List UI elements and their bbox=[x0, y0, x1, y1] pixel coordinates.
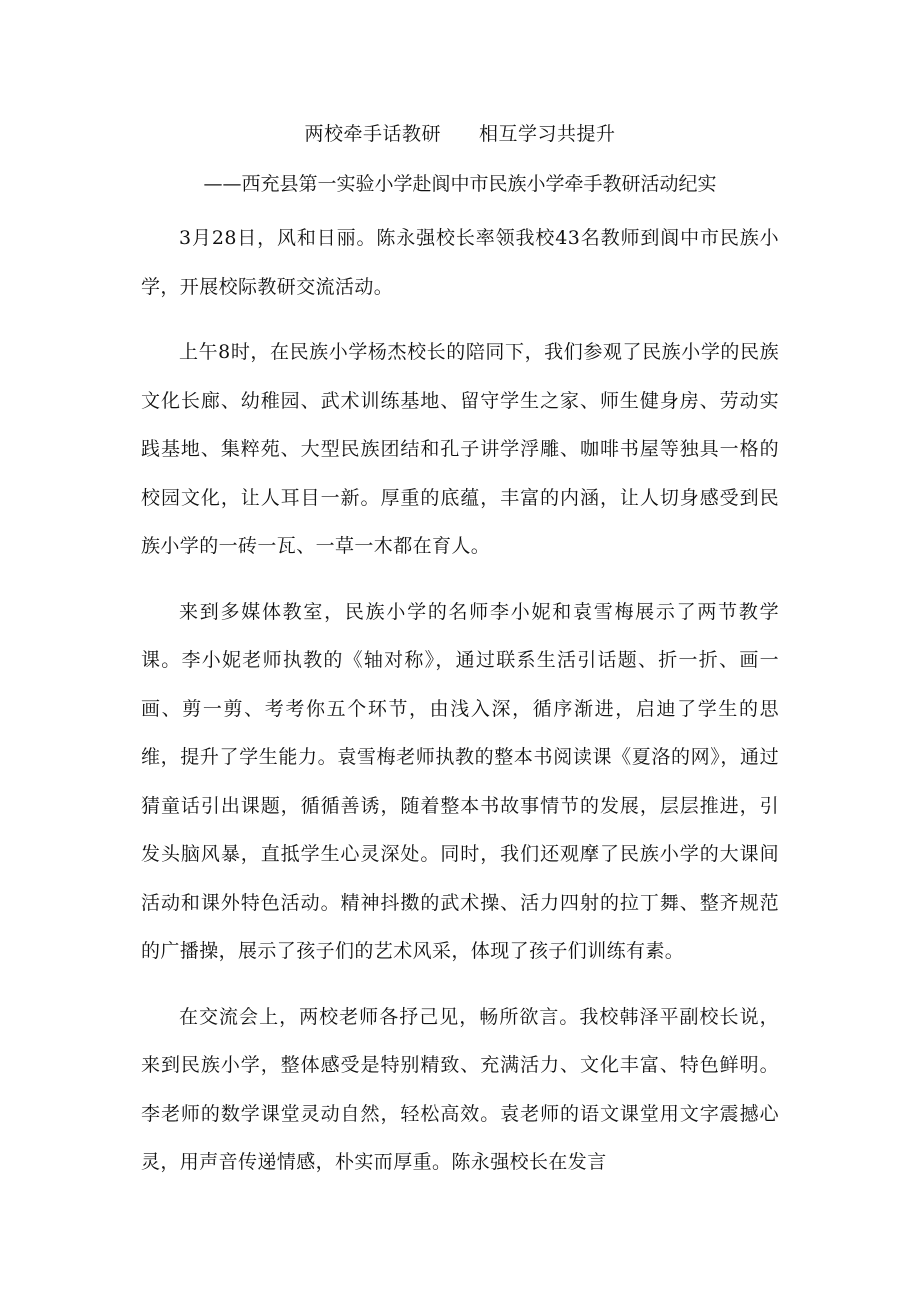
document-title bbox=[0, 120, 920, 148]
title-part-1: 两校牵手话教研 bbox=[304, 123, 441, 145]
document-body bbox=[141, 214, 779, 1204]
paragraph-2: 上午8时，在民族小学杨杰校长的陪同下，我们参观了民族小学的民族文化长廊、幼稚园、武术训练基地、留守学生之家、师生健身房、劳动实践基地、集粹苑、大型民族团结和孔子讲学浮雕、咖啡书屋等独具一格的校园文化，让人耳目一新。厚重的底蕴，丰富的内涵，让人切身感受到民族小学的一砖一瓦、一草一木都在育人。 bbox=[141, 341, 779, 557]
document-subtitle: ——西充县第一实验小学赴阆中市民族小学牵手教研活动纪实 bbox=[203, 173, 717, 195]
title-part-2: 相互学习共提升 bbox=[479, 123, 616, 145]
paragraph-4: 在交流会上，两校老师各抒己见，畅所欲言。我校韩泽平副校长说，来到民族小学，整体感受是特别精致、充满活力、文化丰富、特色鲜明。李老师的数学课堂灵动自然，轻松高效。袁老师的语文课堂用文字震撼心灵，用声音传递情感，朴实而厚重。陈永强校长在发言 bbox=[141, 1005, 779, 1173]
paragraph-3: 来到多媒体教室，民族小学的名师李小妮和袁雪梅展示了两节教学课。李小妮老师执教的《轴对称》，通过联系生活引话题、折一折、画一画、剪一剪、考考你五个环节，由浅入深，循序渐进，启迪了学生的思维，提升了学生能力。袁雪梅老师执教的整本书阅读课《夏洛的网》，通过猜童话引出课题，循循善诱，随着整本书故事情节的发展，层层推进，引发头脑风暴，直抵学生心灵深处。同时，我们还观摩了民族小学的大课间活动和课外特色活动。精神抖擞的武术操、活力四射的拉丁舞、整齐规范的广播操，展示了孩子们的艺术风采，体现了孩子们训练有素。 bbox=[141, 600, 779, 962]
paragraph-1: 3月28日，风和日丽。陈永强校长率领我校43名教师到阆中市民族小学，开展校际教研交流活动。 bbox=[141, 227, 779, 298]
